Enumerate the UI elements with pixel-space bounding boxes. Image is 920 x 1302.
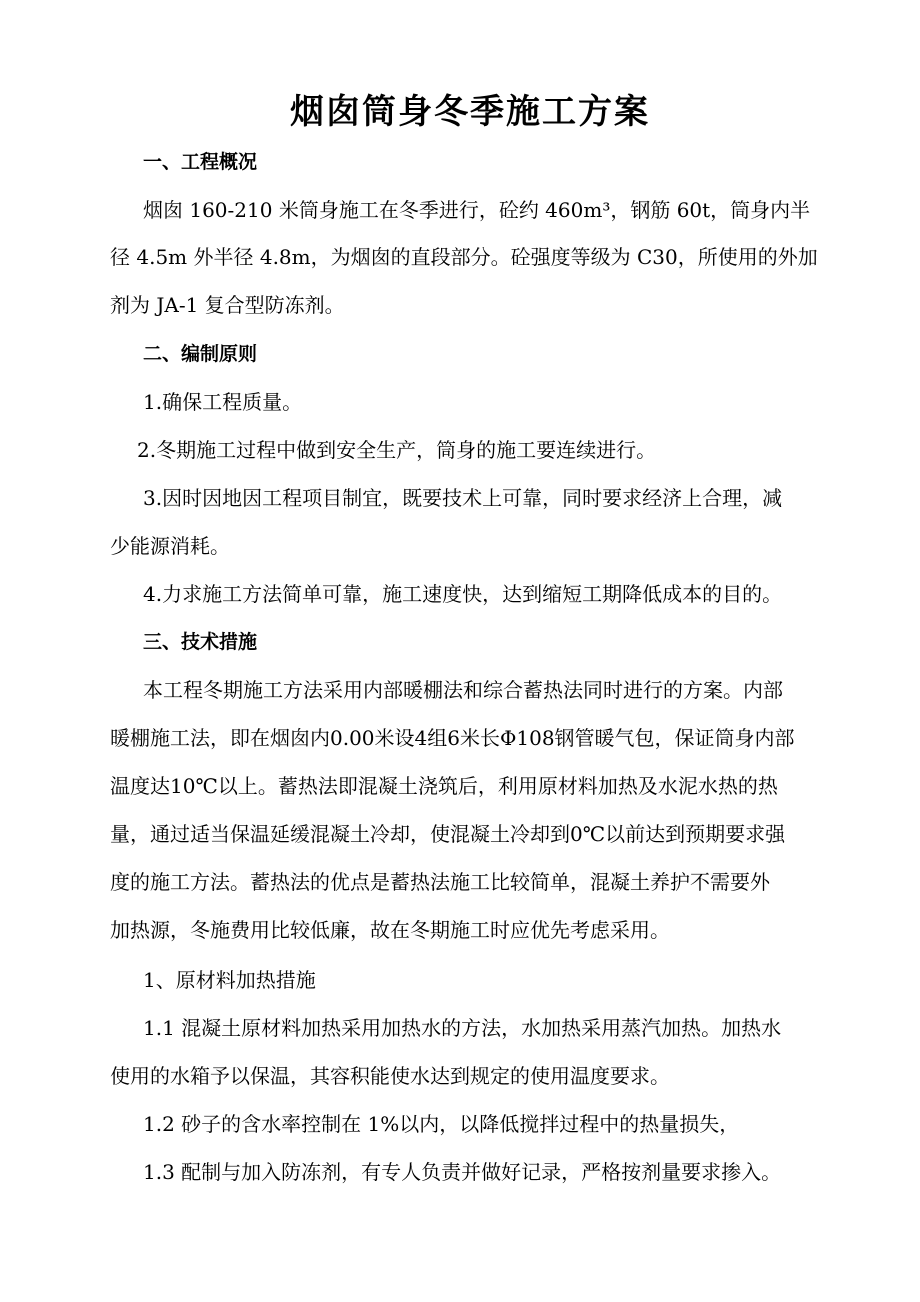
subsection-heading: 1、原材料加热措施 [143,968,316,992]
paragraph-line: 暖棚施工法，即在烟囱内0.00米设4组6米长Φ108钢管暖气包，保证筒身内部 [110,726,795,750]
paragraph-line: 1.1 混凝土原材料加热采用加热水的方法，水加热采用蒸汽加热。加热水 [143,1016,782,1040]
paragraph-line: 度的施工方法。蓄热法的优点是蓄热法施工比较简单，混凝土养护不需要外 [110,870,770,894]
list-item: 3.因时因地因工程项目制宜，既要技术上可靠，同时要求经济上合理，减 [143,486,783,510]
list-item-continuation: 少能源消耗。 [110,534,230,558]
section-heading-principles: 二、编制原则 [143,343,258,365]
paragraph-line: 使用的水箱予以保温，其容积能使水达到规定的使用温度要求。 [110,1064,670,1088]
paragraph-line: 本工程冬期施工方法采用内部暖棚法和综合蓄热法同时进行的方案。内部 [143,678,783,702]
paragraph-line: 烟囱 160-210 米筒身施工在冬季进行，砼约 460m³，钢筋 60t，筒身内半 [143,198,811,222]
paragraph-line: 量，通过适当保温延缓混凝土冷却，使混凝土冷却到0℃以前达到预期要求强 [110,822,786,846]
section-heading-overview: 一、工程概况 [143,151,258,173]
paragraph-line: 1.3 配制与加入防冻剂，有专人负责并做好记录，严格按剂量要求掺入。 [143,1160,782,1184]
paragraph-line: 径 4.5m 外半径 4.8m，为烟囱的直段部分。砼强度等级为 C30，所使用的外加 [110,245,818,269]
list-item: 4.力求施工方法简单可靠，施工速度快，达到缩短工期降低成本的目的。 [143,582,783,606]
paragraph-line: 加热源，冬施费用比较低廉，故在冬期施工时应优先考虑采用。 [110,918,670,942]
section-heading-measures: 三、技术措施 [143,631,258,653]
document-title: 烟囱筒身冬季施工方案 [290,92,650,132]
paragraph-line: 温度达10℃以上。蓄热法即混凝土浇筑后，利用原材料加热及水泥水热的热 [110,774,778,798]
list-item: 2.冬期施工过程中做到安全生产，筒身的施工要连续进行。 [137,438,657,462]
paragraph-line: 1.2 砂子的含水率控制在 1%以内，以降低搅拌过程中的热量损失， [143,1112,740,1136]
list-item: 1.确保工程质量。 [143,390,303,414]
paragraph-line: 剂为 JA-1 复合型防冻剂。 [110,293,345,317]
